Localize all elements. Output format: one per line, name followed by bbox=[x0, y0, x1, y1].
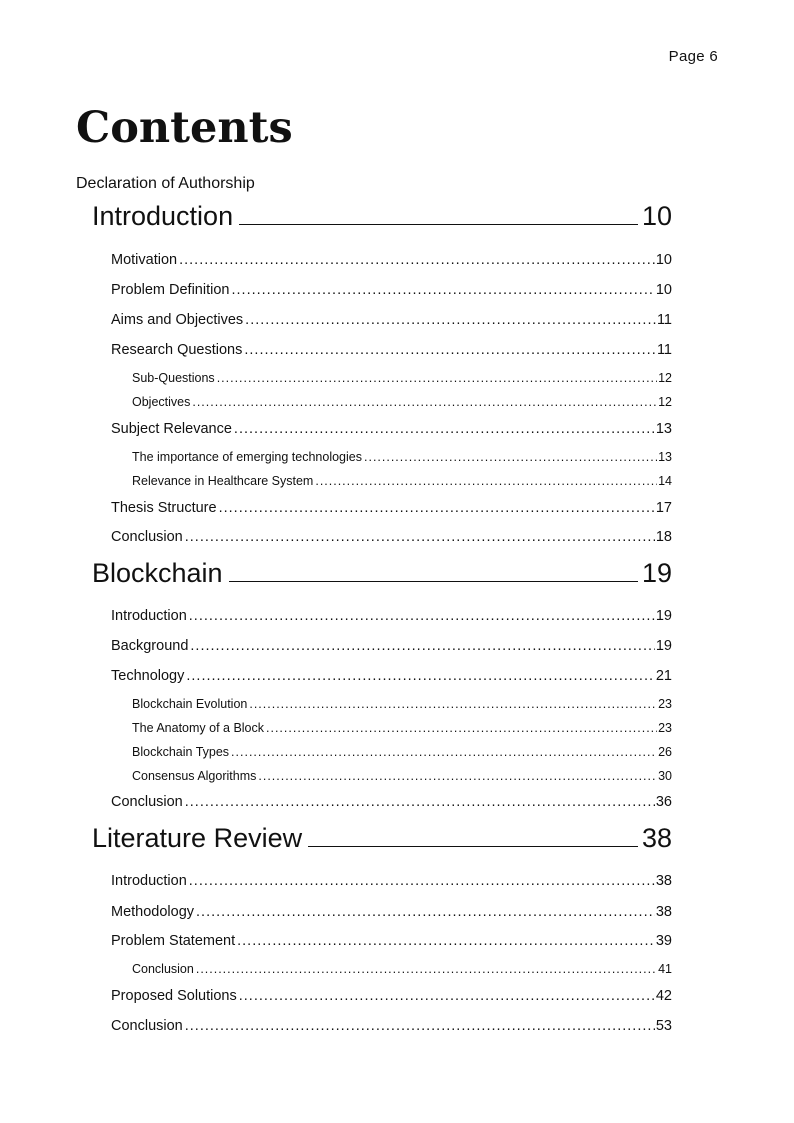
toc-page-number: 36 bbox=[655, 794, 672, 810]
toc-entry-title: Thesis Structure bbox=[111, 500, 217, 516]
toc-entry[interactable] bbox=[111, 794, 672, 810]
toc-entry[interactable] bbox=[111, 421, 672, 437]
toc-dot-leader bbox=[219, 500, 655, 516]
toc-entry[interactable] bbox=[111, 873, 672, 889]
toc-leader-line bbox=[229, 581, 638, 582]
toc-page-number: 53 bbox=[655, 1018, 672, 1034]
page-number: Page 6 bbox=[668, 48, 718, 65]
toc-subentry[interactable] bbox=[132, 769, 672, 783]
toc-page-number: 13 bbox=[658, 450, 672, 464]
toc-entry[interactable] bbox=[111, 529, 672, 545]
toc-page-number: 14 bbox=[658, 474, 672, 488]
toc-dot-leader bbox=[185, 529, 655, 545]
toc-chapter-blockchain[interactable] bbox=[92, 558, 672, 589]
toc-leader-line bbox=[239, 224, 638, 225]
toc-entry[interactable] bbox=[111, 342, 672, 358]
toc-entry[interactable] bbox=[111, 282, 672, 298]
toc-entry-title: Aims and Objectives bbox=[111, 312, 244, 328]
toc-page-number: 38 bbox=[655, 873, 672, 889]
toc-entry[interactable] bbox=[111, 500, 672, 516]
toc-entry-title: Objectives bbox=[132, 395, 191, 409]
toc-dot-leader bbox=[239, 988, 655, 1004]
toc-entry[interactable] bbox=[111, 252, 672, 268]
toc-subentry[interactable] bbox=[132, 745, 672, 759]
toc-entry-title: Relevance in Healthcare System bbox=[132, 474, 314, 488]
toc-page-number: 30 bbox=[658, 769, 672, 783]
toc-dot-leader bbox=[258, 769, 657, 783]
toc-page-number: 18 bbox=[655, 529, 672, 545]
toc-chapter-title: Literature Review bbox=[92, 823, 303, 853]
toc-entry[interactable] bbox=[111, 608, 672, 624]
toc-entry-title: Research Questions bbox=[111, 342, 243, 358]
toc-entry-title: Introduction bbox=[111, 608, 187, 624]
toc-entry-title: Methodology bbox=[111, 904, 195, 920]
page-title: Contents bbox=[76, 103, 293, 153]
toc-dot-leader bbox=[231, 745, 657, 759]
toc-page-number: 10 bbox=[641, 201, 672, 231]
toc-dot-leader bbox=[315, 474, 657, 488]
toc-dot-leader bbox=[266, 721, 657, 735]
toc-entry-title: Conclusion bbox=[111, 529, 183, 545]
toc-chapter-literature-review[interactable] bbox=[92, 823, 672, 854]
toc-entry-title: Blockchain Types bbox=[132, 745, 230, 759]
toc-page-number: 11 bbox=[656, 342, 672, 358]
toc-leader-line bbox=[308, 846, 638, 847]
toc-entry[interactable] bbox=[111, 312, 672, 328]
toc-entry[interactable] bbox=[111, 988, 672, 1004]
toc-entry-title: Subject Relevance bbox=[111, 421, 232, 437]
toc-chapter-title: Introduction bbox=[92, 201, 234, 231]
toc-entry-title: The importance of emerging technologies bbox=[132, 450, 362, 464]
toc-chapter-title: Blockchain bbox=[92, 558, 223, 588]
toc-entry[interactable] bbox=[111, 668, 672, 684]
toc-page-number: 23 bbox=[658, 697, 672, 711]
toc-dot-leader bbox=[245, 312, 656, 328]
toc-page-number: 13 bbox=[655, 421, 672, 437]
toc-page-number: 21 bbox=[655, 668, 672, 684]
toc-page-number: 26 bbox=[658, 745, 672, 759]
toc-page-number: 42 bbox=[655, 988, 672, 1004]
toc-subentry[interactable] bbox=[132, 395, 672, 409]
toc-subentry[interactable] bbox=[132, 474, 672, 488]
toc-page-number: 38 bbox=[655, 904, 672, 920]
toc-entry-title: Background bbox=[111, 638, 189, 654]
toc-entry[interactable] bbox=[111, 638, 672, 654]
toc-dot-leader bbox=[196, 904, 655, 920]
toc-dot-leader bbox=[185, 794, 655, 810]
toc-dot-leader bbox=[234, 421, 655, 437]
toc-page-number: 10 bbox=[655, 252, 672, 268]
toc-page-number: 12 bbox=[658, 395, 672, 409]
toc-entry-title: Conclusion bbox=[111, 794, 183, 810]
toc-page-number: 23 bbox=[658, 721, 672, 735]
toc-subentry[interactable] bbox=[132, 962, 672, 976]
toc-entry-title: Conclusion bbox=[111, 1018, 183, 1034]
toc-dot-leader bbox=[244, 342, 656, 358]
toc-page-number: 17 bbox=[655, 500, 672, 516]
toc-page-number: 12 bbox=[658, 371, 672, 385]
toc-dot-leader bbox=[186, 668, 655, 684]
toc-dot-leader bbox=[192, 395, 657, 409]
toc-chapter-introduction[interactable] bbox=[92, 201, 672, 232]
toc-page-number: 38 bbox=[641, 823, 672, 853]
toc-dot-leader bbox=[196, 962, 657, 976]
toc-entry-title: Problem Definition bbox=[111, 282, 230, 298]
toc-declaration[interactable]: Declaration of Authorship bbox=[76, 175, 255, 192]
toc-dot-leader bbox=[179, 252, 655, 268]
toc-subentry[interactable] bbox=[132, 697, 672, 711]
toc-page-number: 19 bbox=[641, 558, 672, 588]
toc-dot-leader bbox=[237, 933, 655, 949]
toc-dot-leader bbox=[185, 1018, 655, 1034]
toc-entry[interactable] bbox=[111, 933, 672, 949]
toc-entry-title: Technology bbox=[111, 668, 185, 684]
toc-dot-leader bbox=[249, 697, 657, 711]
toc-dot-leader bbox=[190, 638, 654, 654]
toc-entry-title: Problem Statement bbox=[111, 933, 236, 949]
toc-subentry[interactable] bbox=[132, 371, 672, 385]
toc-page-number: 39 bbox=[655, 933, 672, 949]
toc-page-number: 41 bbox=[658, 962, 672, 976]
toc-page-number: 19 bbox=[655, 638, 672, 654]
toc-page-number: 19 bbox=[655, 608, 672, 624]
toc-entry-title: Proposed Solutions bbox=[111, 988, 237, 1004]
toc-dot-leader bbox=[364, 450, 657, 464]
toc-dot-leader bbox=[231, 282, 654, 298]
toc-entry-title: Motivation bbox=[111, 252, 178, 268]
toc-entry-title: The Anatomy of a Block bbox=[132, 721, 265, 735]
toc-page-number: 11 bbox=[656, 312, 672, 328]
toc-entry[interactable] bbox=[111, 1018, 672, 1034]
toc-subentry[interactable] bbox=[132, 721, 672, 735]
toc-entry-title: Conclusion bbox=[132, 962, 194, 976]
toc-dot-leader bbox=[217, 371, 657, 385]
toc-entry-title: Sub-Questions bbox=[132, 371, 215, 385]
toc-subentry[interactable] bbox=[132, 450, 672, 464]
toc-entry-title: Introduction bbox=[111, 873, 187, 889]
toc-dot-leader bbox=[189, 608, 655, 624]
toc-entry-title: Consensus Algorithms bbox=[132, 769, 257, 783]
toc-entry[interactable] bbox=[111, 904, 672, 920]
toc-entry-title: Blockchain Evolution bbox=[132, 697, 248, 711]
toc-page-number: 10 bbox=[655, 282, 672, 298]
toc-dot-leader bbox=[189, 873, 655, 889]
